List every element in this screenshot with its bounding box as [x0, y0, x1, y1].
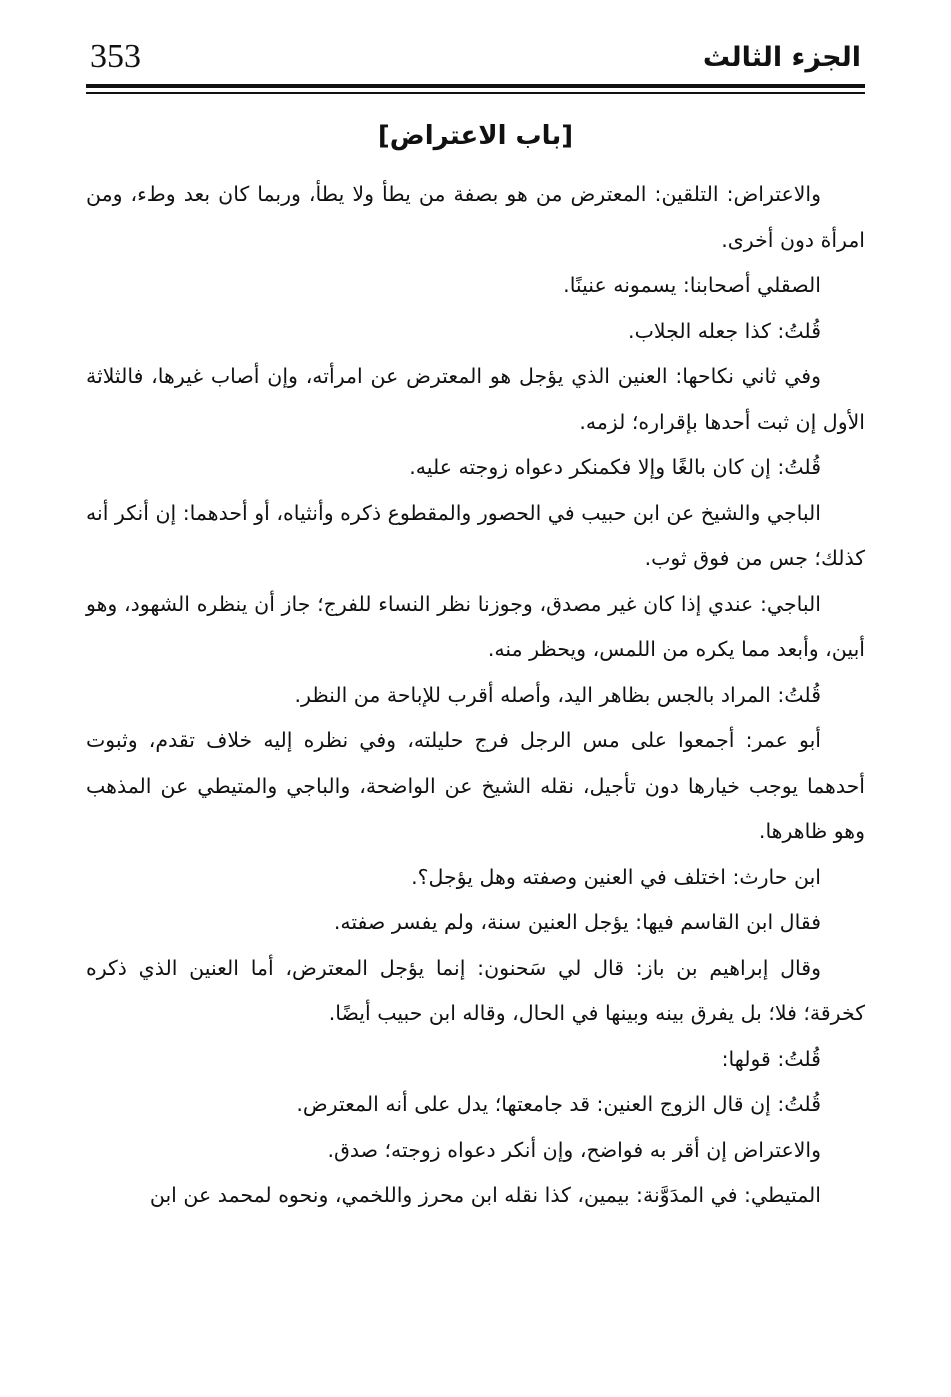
- paragraph: وقال إبراهيم بن باز: قال لي سَحنون: إنما يؤجل المعترض، أما العنين الذي ذكره كخرقة؛ فلا؛ بل يفرق بينه وبينها في الحال، وقاله ابن حبيب أيضًا.: [86, 955, 865, 1025]
- paragraph: الباجي والشيخ عن ابن حبيب في الحصور والمقطوع ذكره وأنثياه، أو أحدهما: إن أنكر أنه كذلك؛ جس من فوق ثوب.: [86, 500, 865, 570]
- paragraph: المتيطي: في المدَوَّنة: بيمين، كذا نقله ابن محرز واللخمي، ونحوه لمحمد عن ابن: [149, 1183, 821, 1207]
- page-number: 353: [90, 38, 141, 75]
- header-rule-thick: [86, 84, 865, 88]
- paragraph: الصقلي أصحابنا: يسمونه عنينًا.: [563, 273, 821, 297]
- paragraph: الباجي: عندي إذا كان غير مصدق، وجوزنا نظر النساء للفرج؛ جاز أن ينظره الشهود، وهو أبين، وأبعد مما يكره من اللمس، ويحظر منه.: [86, 591, 865, 661]
- paragraph: وفي ثاني نكاحها: العنين الذي يؤجل هو المعترض عن امرأته، وإن أصاب غيرها، فالثلاثة الأول إن ثبت أحدها بإقراره؛ لزمه.: [86, 364, 865, 434]
- paragraph: والاعتراض: التلقين: المعترض من هو بصفة من يطأ ولا يطأ، وربما كان بعد وطء، ومن امرأة دون أخرى.: [86, 182, 865, 252]
- paragraph: قُلتُ: إن كان بالغًا وإلا فكمنكر دعواه زوجته عليه.: [409, 455, 821, 479]
- paragraph: قُلتُ: قولها:: [721, 1046, 821, 1071]
- paragraph: ابن حارث: اختلف في العنين وصفته وهل يؤجل؟.: [411, 864, 821, 889]
- paragraph: قُلتُ: كذا جعله الجلاب.: [628, 318, 821, 343]
- running-header: [86, 34, 865, 82]
- paragraph: قُلتُ: إن قال الزوج العنين: قد جامعتها؛ يدل على أنه المعترض.: [296, 1092, 821, 1116]
- chapter-heading: [باب الاعتراض]: [377, 121, 574, 151]
- body-text: [86, 172, 865, 1219]
- part-title: الجزء الثالث: [702, 42, 861, 73]
- paragraph: فقال ابن القاسم فيها: يؤجل العنين سنة، ولم يفسر صفته.: [333, 910, 821, 934]
- paragraph: أبو عمر: أجمعوا على مس الرجل فرج حليلته، وفي نظره إليه خلاف تقدم، وثبوت أحدهما يوجب خيارها دون تأجيل، نقله الشيخ عن الواضحة، والباجي والمتيطي عن المذهب وهو ظاهرها.: [86, 728, 865, 843]
- paragraph: قُلتُ: المراد بالجس بظاهر اليد، وأصله أقرب للإباحة من النظر.: [294, 682, 821, 707]
- paragraph: والاعتراض إن أقر به فواضح، وإن أنكر دعواه زوجته؛ صدق.: [327, 1137, 821, 1162]
- header-rule-thin: [86, 92, 865, 94]
